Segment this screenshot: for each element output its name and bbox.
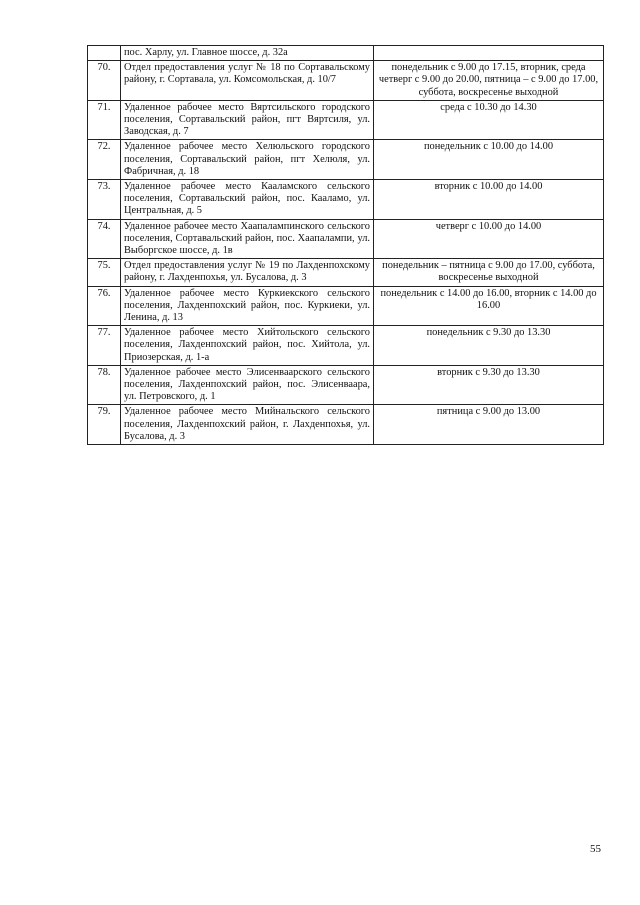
office-address: Удаленное рабочее место Кааламского сельского поселения, Сортавальский район, пос. Каалaмо, ул. Центральная, д. 5	[121, 180, 374, 220]
row-number: 79.	[88, 405, 121, 445]
office-address: Удаленное рабочее место Вяртсильского городского поселения, Сортавальский район, пгт Вяртсиля, ул. Заводская, д. 7	[121, 100, 374, 140]
table-row	[88, 365, 604, 405]
working-hours: вторник с 10.00 до 14.00	[374, 180, 604, 220]
working-hours: вторник с 9.30 до 13.30	[374, 365, 604, 405]
office-address: Удаленное рабочее место Хаапалампинского сельского поселения, Сортавальский район, пос. Хаапалампи, ул. Выборгское шоссе, д. 1в	[121, 219, 374, 259]
table-row	[88, 286, 604, 326]
table-row	[88, 46, 604, 61]
office-address: Удаленное рабочее место Куркиекского сельского поселения, Лахденпохский район, пос. Куркиеки, ул. Ленина, д. 13	[121, 286, 374, 326]
office-address: Удаленное рабочее место Мийнальского сельского поселения, Лахденпохский район, г. Лахденпохья, ул. Бусалова, д. 3	[121, 405, 374, 445]
working-hours: понедельник с 14.00 до 16.00, вторник с 14.00 до 16.00	[374, 286, 604, 326]
table-row	[88, 405, 604, 445]
row-number: 71.	[88, 100, 121, 140]
working-hours: понедельник с 9.00 до 17.15, вторник, среда четверг с 9.00 до 20.00, пятница – с 9.00 до 17.00, суббота, воскресенье выходной	[374, 61, 604, 101]
row-number: 75.	[88, 259, 121, 286]
row-number: 78.	[88, 365, 121, 405]
schedule-table	[87, 45, 604, 445]
working-hours	[374, 46, 604, 61]
office-address: Удаленное рабочее место Хийтольского сельского поселения, Лахденпохский район, пос. Хийтола, ул. Приозерская, д. 1-а	[121, 326, 374, 366]
row-number: 70.	[88, 61, 121, 101]
row-number: 74.	[88, 219, 121, 259]
row-number: 73.	[88, 180, 121, 220]
working-hours: понедельник – пятница с 9.00 до 17.00, суббота, воскресенье выходной	[374, 259, 604, 286]
table-row	[88, 61, 604, 101]
table-row	[88, 100, 604, 140]
table-row	[88, 259, 604, 286]
office-address: Отдел предоставления услуг № 19 по Лахденпохскому району, г. Лахденпохья, ул. Бусалова, д. 3	[121, 259, 374, 286]
row-number	[88, 46, 121, 61]
table-row	[88, 326, 604, 366]
working-hours: четверг с 10.00 до 14.00	[374, 219, 604, 259]
office-address: Удаленное рабочее место Хелюльского городского поселения, Сортавальский район, пгт Хелюля, ул. Фабричная, д. 18	[121, 140, 374, 180]
table-row	[88, 140, 604, 180]
table-row	[88, 180, 604, 220]
working-hours: понедельник с 9.30 до 13.30	[374, 326, 604, 366]
row-number: 72.	[88, 140, 121, 180]
row-number: 76.	[88, 286, 121, 326]
working-hours: пятница с 9.00 до 13.00	[374, 405, 604, 445]
working-hours: понедельник с 10.00 до 14.00	[374, 140, 604, 180]
row-number: 77.	[88, 326, 121, 366]
table-row	[88, 219, 604, 259]
office-address: пос. Харлу, ул. Главное шоссе, д. 32а	[121, 46, 374, 61]
office-address: Отдел предоставления услуг № 18 по Сортавальскому району, г. Сортавала, ул. Комсомольская, д. 10/7	[121, 61, 374, 101]
page-number: 55	[590, 843, 601, 855]
office-address: Удаленное рабочее место Элисенваарского сельского поселения, Лахденпохский район, пос. Элисенваара, ул. Петровского, д. 1	[121, 365, 374, 405]
working-hours: среда с 10.30 до 14.30	[374, 100, 604, 140]
